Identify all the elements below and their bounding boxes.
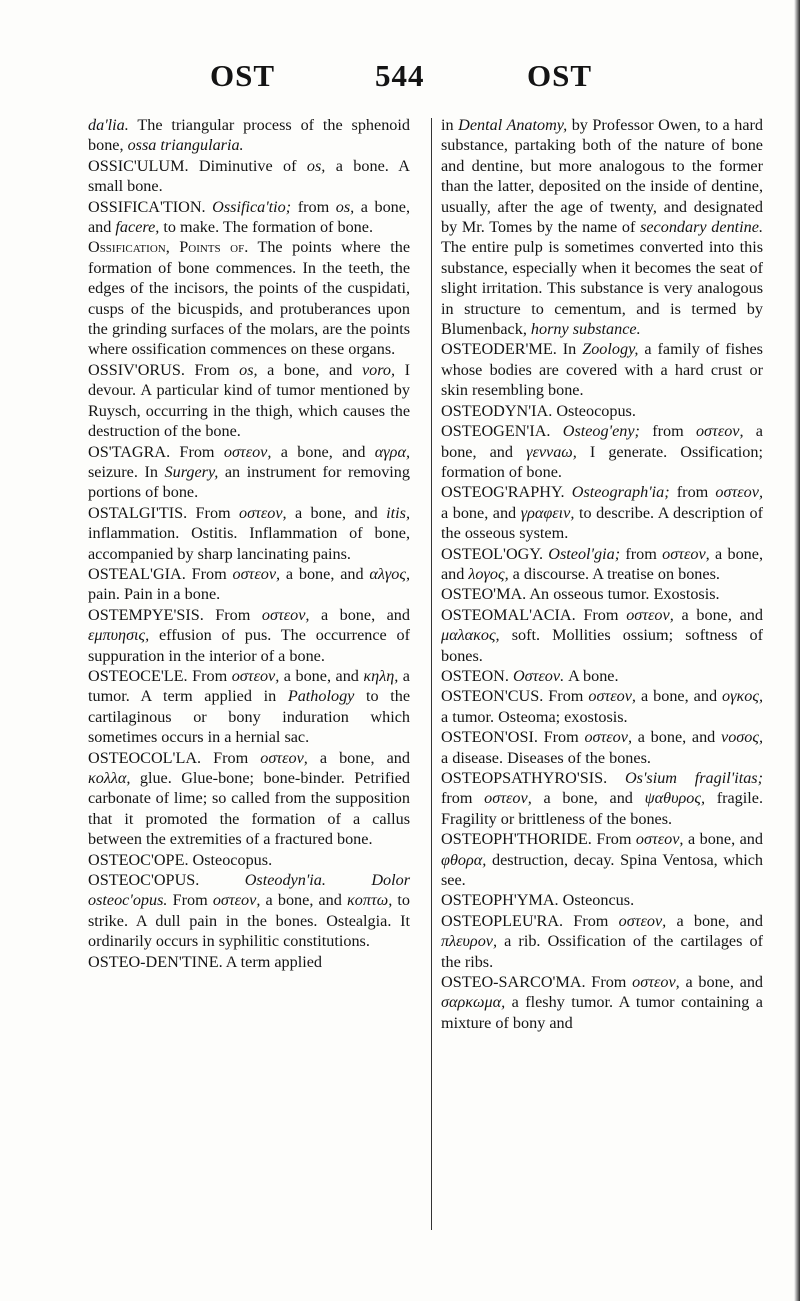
running-header <box>0 58 800 98</box>
dictionary-entry: OSTEOMAL'ACIA. From οστεον, a bone, and μαλακος, soft. Mollities ossium; softness of bones. <box>441 605 763 665</box>
dictionary-entry: OSTEON. Οστεον. A bone. <box>441 666 619 685</box>
dictionary-entry: OSTEON'CUS. From οστεον, a bone, and ογκος, a tumor. Osteoma; exostosis. <box>441 687 763 726</box>
dictionary-entry: OSTEOC'OPE. Osteocopus. <box>88 850 273 869</box>
dictionary-entry: OSSIC'ULUM. Diminutive of os, a bone. A small bone. <box>88 156 410 196</box>
page-number: 544 <box>375 58 425 93</box>
dictionary-entry: in Dental Anatomy, by Professor Owen, to a hard substance, partaking both of the nature of bone and dentine, but more analogous to the former than the latter, deposited on the inside of dentine, usually, after the age of twenty, and designated by Mr. Tomes by the name of secondary dentine. The entire pulp is sometimes converted into this substance, especially when it becomes the seat of slight irritation. This substance is very analogous in structure to cementum, and is termed by Blumenback, horny substance. <box>441 116 764 339</box>
dictionary-entry: OSTEOL'OGY. Osteol'gia; from οστεον, a bone, and λογος, a discourse. A treatise on bones. <box>441 544 763 583</box>
dictionary-entry: OSTEODYN'IA. Osteocopus. <box>441 401 636 420</box>
dictionary-entry: OSTALGI'TIS. From οστεον, a bone, and itis, inflammation. Ostitis. Inflammation of bone, accompanied by sharp lancinating pains. <box>88 503 410 563</box>
dictionary-entry: OSTEON'OSI. From οστεον, a bone, and νοσος, a disease. Diseases of the bones. <box>441 728 763 767</box>
dictionary-entry: OSTEMPYE'SIS. From οστεον, a bone, and εμπυησις, effusion of pus. The occurrence of suppuration in the interior of a bone. <box>88 605 410 665</box>
dictionary-entry: OS'TAGRA. From οστεον, a bone, and αγρα, seizure. In Surgery, an instrument for removing portions of bone. <box>88 442 410 502</box>
dictionary-entry: OSTEOPSATHYRO'SIS. Os'sium fragil'itas; from οστεον, a bone, and ψαθυρος, fragile. Fragility or brittleness of the bones. <box>441 769 763 828</box>
header-right-guide-word: OST <box>527 58 593 93</box>
dictionary-entry: OSTEOPH'THORIDE. From οστεον, a bone, and φθορα, destruction, decay. Spina Ventosa, which see. <box>441 830 763 890</box>
dictionary-entry: OSTEO-DEN'TINE. A term applied <box>88 952 322 971</box>
dictionary-entry: OSTEAL'GIA. From οστεον, a bone, and αλγος, pain. Pain in a bone. <box>88 564 410 604</box>
dictionary-entry: OSTEOCOL'LA. From οστεον, a bone, and κολλα, glue. Glue-bone; bone-binder. Petrified carbonate of lime; so called from the supposition that it promoted the formation of a callus between the extremities of a fractured bone. <box>88 748 410 849</box>
dictionary-entry: da'lia. The triangular process of the sphenoid bone, ossa triangularia. <box>88 116 410 155</box>
dictionary-entry: OSTEO-SARCO'MA. From οστεον, a bone, and σαρκωμα, a fleshy tumor. A tumor containing a mixture of bony and <box>441 973 764 1032</box>
dictionary-entry: OSTEOPLEU'RA. From οστεον, a bone, and πλευρον, a rib. Ossification of the cartilages of the ribs. <box>441 911 763 971</box>
right-column <box>441 115 763 1033</box>
column-divider <box>431 118 432 1230</box>
dictionary-entry: OSTEOPH'YMA. Osteoncus. <box>441 891 635 910</box>
dictionary-entry: OSTEOGEN'IA. Osteog'eny; from οστεον, a bone, and γεννaω, I generate. Ossification; formation of bone. <box>441 422 763 481</box>
dictionary-entry: OSSIFICA'TION. Ossifica'tio; from os, a bone, and facere, to make. The formation of bone. <box>88 197 411 237</box>
dictionary-entry: OSTEODER'ME. In Zoology, a family of fishes whose bodies are covered with a hard crust or skin resembling bone. <box>441 340 763 400</box>
dictionary-entry: OSTEOCE'LE. From οστεον, a bone, and κηλη, a tumor. A term applied in Pathology to the cartilaginous or bony induration which sometimes occurs in a hernial sac. <box>88 666 410 747</box>
left-column <box>88 115 410 972</box>
header-left-guide-word: OST <box>210 58 276 93</box>
dictionary-entry: Ossification, Points of. The points where the formation of bone commences. In the teeth, the edges of the incisors, the points of the cuspidati, cusps of the bicuspids, and protuberances upon the grinding surfaces of the molars, are the points where ossification commences on these organs. <box>88 238 410 359</box>
dictionary-entry: OSTEOC'OPUS. Osteodyn'ia. Dolor osteoc'opus. From οστεον, a bone, and κοπτω, to strike. A dull pain in the bones. Ostealgia. It ordinarily occurs in syphilitic constitutions. <box>88 871 410 951</box>
page-edge-shadow <box>794 0 800 1301</box>
dictionary-entry: OSSIV'ORUS. From os, a bone, and voro, I devour. A particular kind of tumor mentioned by Ruysch, occurring in the thigh, which causes the destruction of the bone. <box>88 360 411 441</box>
dictionary-entry: OSTEO'MA. An osseous tumor. Exostosis. <box>441 585 720 604</box>
dictionary-entry: OSTEOG'RAPHY. Osteograph'ia; from οστεον, a bone, and γραφειν, to describe. A description of the osseous system. <box>441 483 763 543</box>
